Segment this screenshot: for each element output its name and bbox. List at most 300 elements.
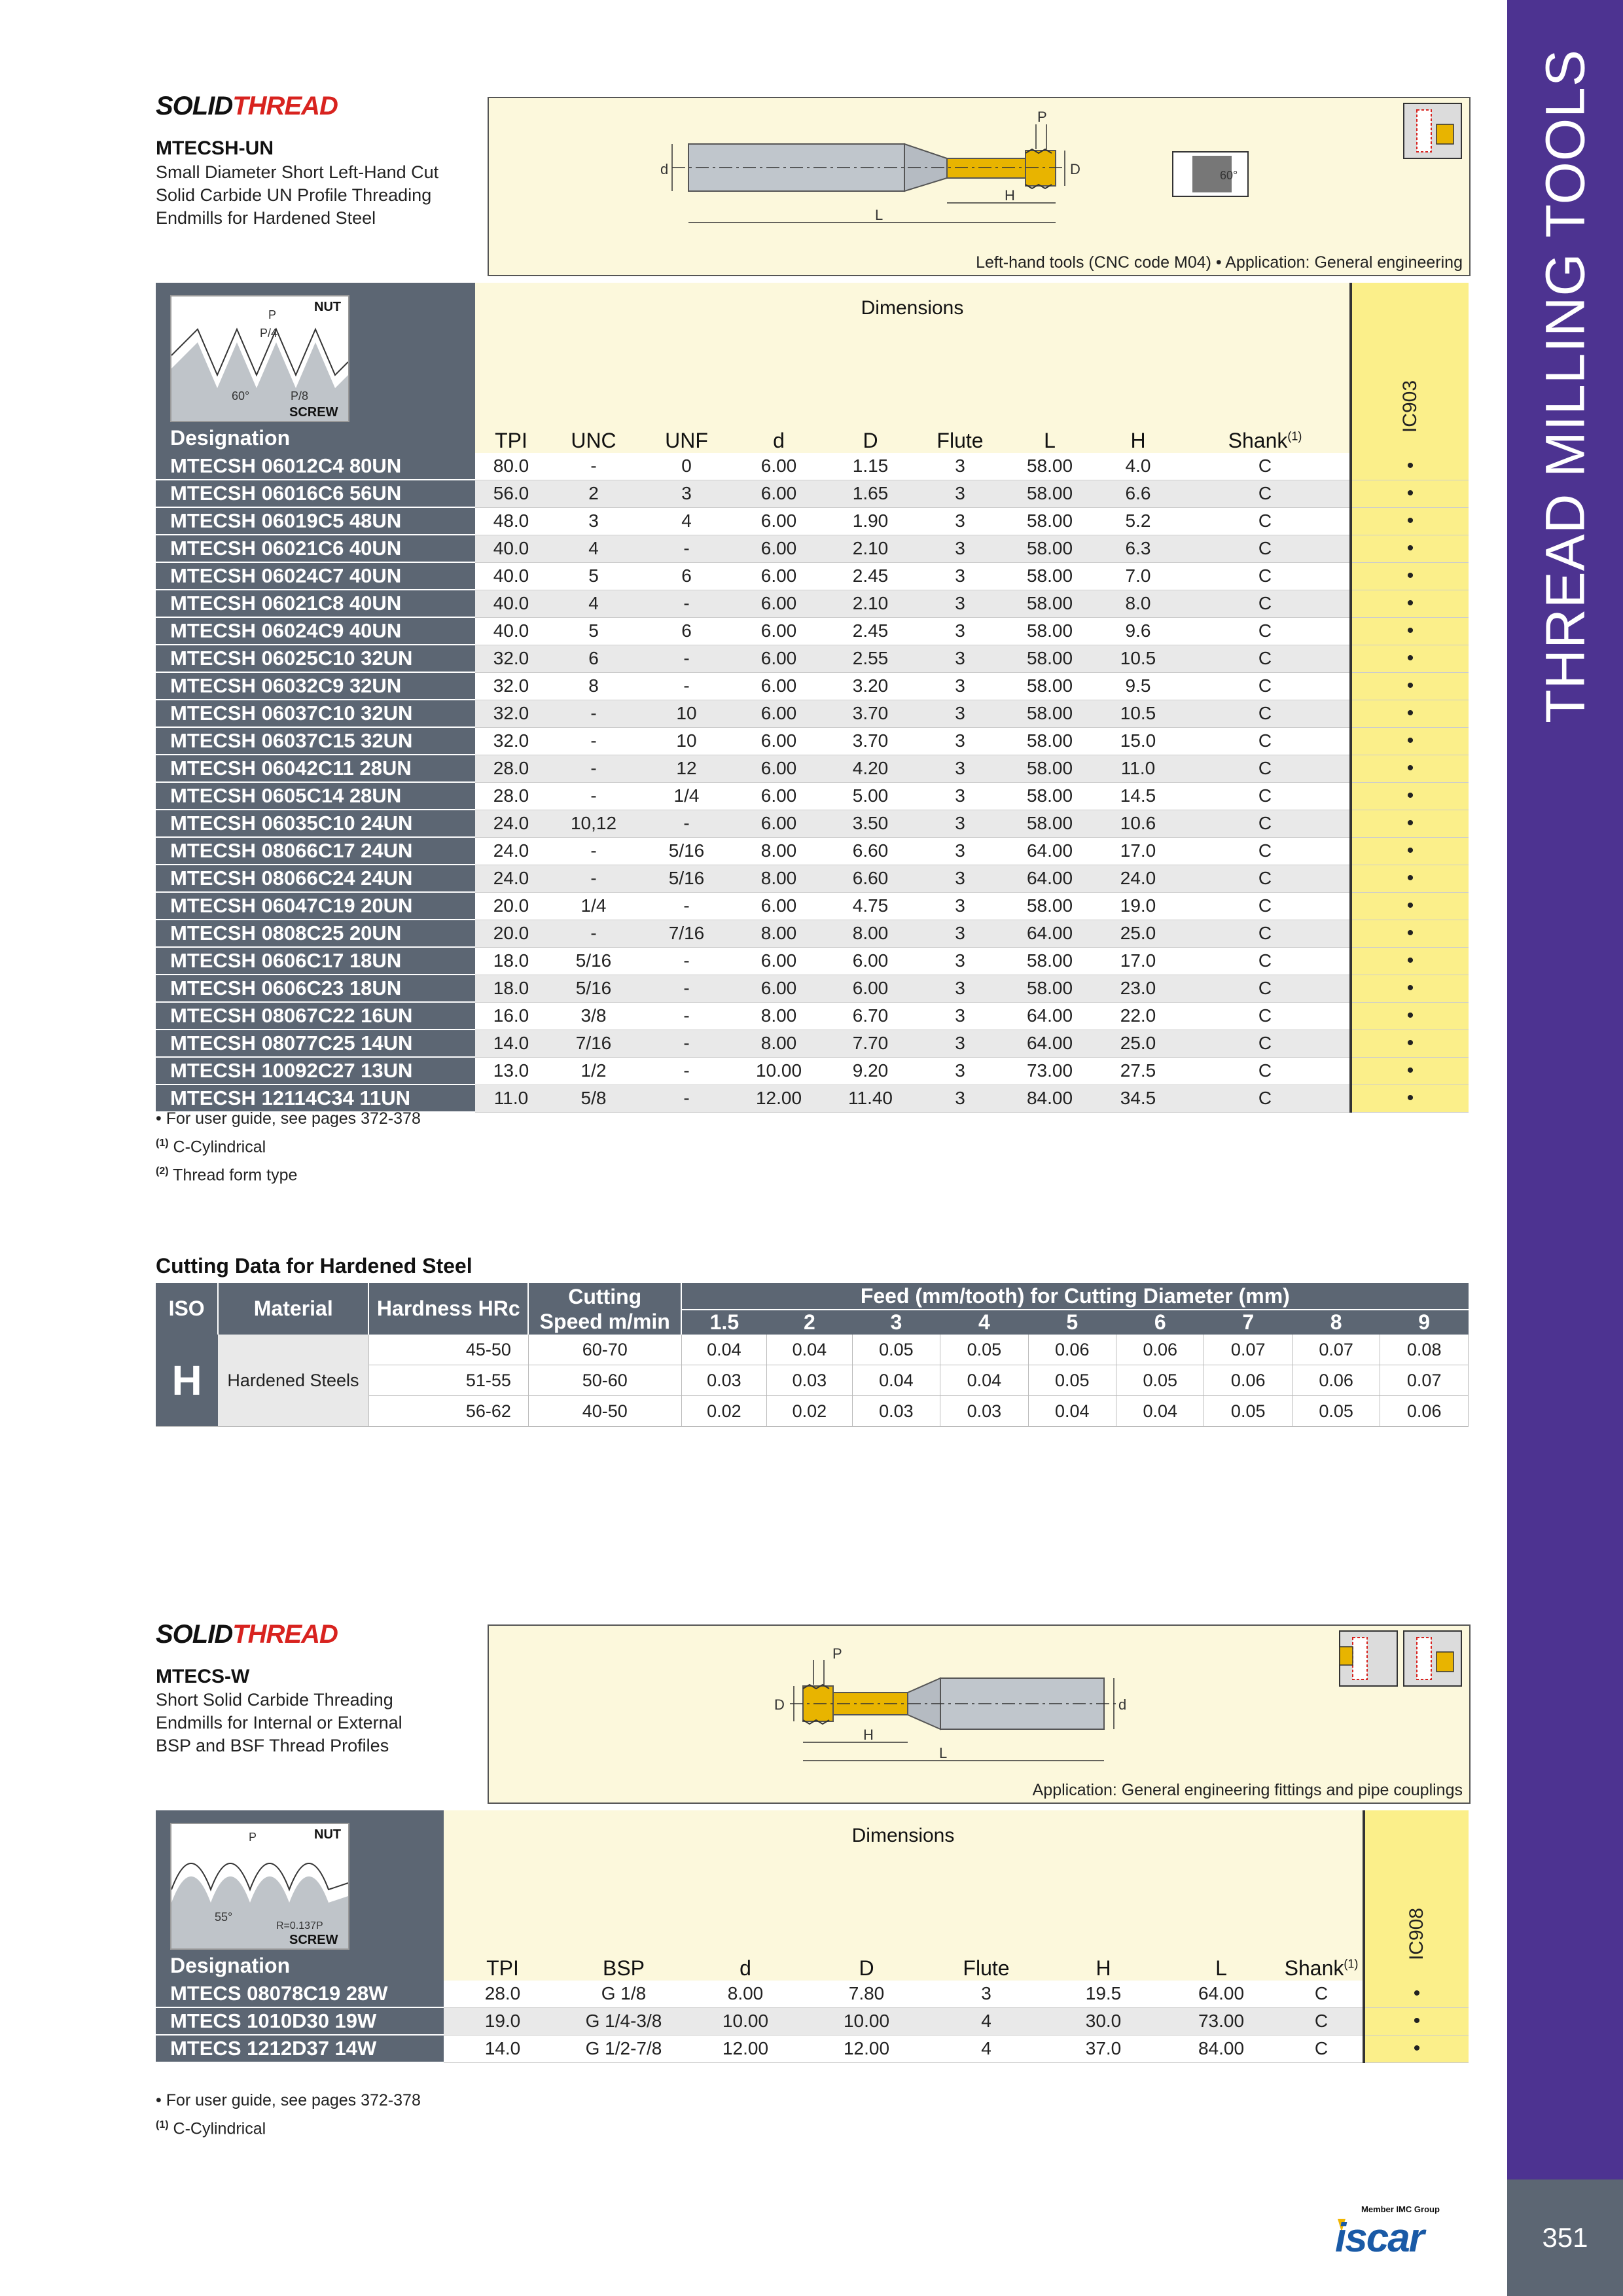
designation-cell: MTECS 1010D30 19W: [156, 2007, 444, 2035]
value-cell: 5/16: [547, 975, 640, 1002]
designation-header: Designation: [170, 426, 291, 450]
material-header: Material: [218, 1283, 368, 1335]
value-cell: 2.10: [825, 590, 916, 617]
value-cell: 32.0: [475, 645, 547, 672]
value-cell: 6.00: [733, 892, 825, 920]
value-cell: 3/8: [547, 1002, 640, 1030]
value-cell: 16.0: [475, 1002, 547, 1030]
grade-availability-cell: •: [1351, 617, 1469, 645]
diameter-header: 6: [1116, 1310, 1204, 1335]
designation-cell: MTECSH 08066C17 24UN: [156, 837, 475, 865]
value-cell: 64.00: [1004, 837, 1096, 865]
value-cell: 22.0: [1096, 1002, 1181, 1030]
sidebar-title: THREAD MILLING TOOLS: [1534, 49, 1596, 723]
value-cell: -: [547, 782, 640, 810]
value-cell: C: [1181, 865, 1351, 892]
designation-cell: MTECSH 06021C8 40UN: [156, 590, 475, 617]
feed-cell: 0.08: [1380, 1335, 1469, 1365]
col-L-2: L: [1162, 1954, 1280, 1981]
diameter-header: 9: [1380, 1310, 1469, 1335]
footnote-1: $^{(1)}$ C-Cylindrical: [156, 1138, 266, 1157]
value-cell: C: [1181, 700, 1351, 727]
value-cell: C: [1181, 755, 1351, 782]
dimensions-table-1-body: [156, 453, 1469, 1112]
designation-cell: MTECSH 0605C14 28UN: [156, 782, 475, 810]
value-cell: 6.60: [825, 837, 916, 865]
diameter-header: 7: [1204, 1310, 1292, 1335]
value-cell: -: [547, 865, 640, 892]
value-cell: 4.0: [1096, 453, 1181, 480]
value-cell: 24.0: [475, 837, 547, 865]
value-cell: 28.0: [475, 755, 547, 782]
value-cell: 27.5: [1096, 1057, 1181, 1085]
grade-availability-cell: •: [1364, 1981, 1469, 2007]
col-bsp: BSP: [562, 1954, 686, 1981]
table-row: [156, 1057, 1469, 1085]
table-row: [156, 947, 1469, 975]
svg-text:60°: 60°: [232, 389, 250, 403]
designation-cell: MTECSH 0606C17 18UN: [156, 947, 475, 975]
table-row: [156, 920, 1469, 947]
value-cell: 64.00: [1004, 1002, 1096, 1030]
grade-availability-cell: •: [1351, 507, 1469, 535]
value-cell: -: [640, 810, 733, 837]
designation-cell: MTECSH 06019C5 48UN: [156, 507, 475, 535]
value-cell: 6.70: [825, 1002, 916, 1030]
value-cell: 40.0: [475, 535, 547, 562]
value-cell: C: [1280, 1981, 1364, 2007]
thread-profile-nut-screw-2: [170, 1823, 349, 1950]
diameter-header: 2: [767, 1310, 853, 1335]
value-cell: 6.00: [733, 453, 825, 480]
grade-availability-cell: •: [1351, 700, 1469, 727]
diameter-header: 1.5: [681, 1310, 767, 1335]
value-cell: 24.0: [475, 865, 547, 892]
value-cell: -: [640, 1085, 733, 1112]
screw-label: SCREW: [289, 405, 338, 420]
value-cell: -: [640, 1030, 733, 1057]
feed-cell: 0.05: [1204, 1396, 1292, 1427]
grade-availability-cell: •: [1351, 837, 1469, 865]
value-cell: 64.00: [1004, 1030, 1096, 1057]
value-cell: C: [1181, 507, 1351, 535]
value-cell: 3: [928, 1981, 1044, 2007]
grade-availability-cell: •: [1351, 892, 1469, 920]
value-cell: C: [1181, 1057, 1351, 1085]
value-cell: 7/16: [547, 1030, 640, 1057]
value-cell: 2.45: [825, 562, 916, 590]
value-cell: -: [640, 947, 733, 975]
grade-availability-cell: •: [1351, 1085, 1469, 1112]
grade-availability-cell: •: [1351, 590, 1469, 617]
footnote-user-guide: • For user guide, see pages 372-378: [156, 1109, 421, 1128]
designation-cell: MTECS 08078C19 28W: [156, 1981, 444, 2007]
grade-availability-cell: •: [1351, 727, 1469, 755]
designation-cell: MTECSH 06025C10 32UN: [156, 645, 475, 672]
speed-cell: 50-60: [528, 1365, 681, 1396]
hardness-cell: 56-62: [368, 1396, 528, 1427]
value-cell: 13.0: [475, 1057, 547, 1085]
grade-availability-cell: •: [1351, 672, 1469, 700]
svg-text:P/4: P/4: [260, 327, 278, 340]
value-cell: 12.00: [686, 2035, 805, 2062]
value-cell: 8: [547, 672, 640, 700]
value-cell: 3: [916, 507, 1004, 535]
value-cell: 17.0: [1096, 837, 1181, 865]
footnotes-2: • For user guide, see pages 372-378 $^{(1)}$ C-Cylindrical: [156, 2091, 421, 2138]
value-cell: 1/4: [640, 782, 733, 810]
dimensions-label: Dimensions: [475, 283, 1351, 427]
value-cell: 8.00: [733, 837, 825, 865]
value-cell: 8.00: [733, 1002, 825, 1030]
solidthread-logo-2: SOLIDTHREAD: [156, 1620, 338, 1649]
value-cell: C: [1181, 1085, 1351, 1112]
value-cell: 3: [547, 507, 640, 535]
value-cell: C: [1181, 1030, 1351, 1057]
hardness-cell: 45-50: [368, 1335, 528, 1365]
table-row: [156, 700, 1469, 727]
value-cell: 5/16: [640, 837, 733, 865]
value-cell: 1/4: [547, 892, 640, 920]
feed-cell: 0.03: [681, 1365, 767, 1396]
value-cell: 7.80: [805, 1981, 928, 2007]
designation-cell: MTECSH 10092C27 13UN: [156, 1057, 475, 1085]
product-code: MTECSH-UN: [156, 137, 274, 159]
feed-cell: 0.06: [1292, 1365, 1380, 1396]
dimensions-label-2: Dimensions: [444, 1810, 1364, 1954]
diameter-header: 3: [852, 1310, 940, 1335]
table-row: [156, 837, 1469, 865]
col-tpi: TPI: [475, 427, 547, 453]
designation-cell: MTECSH 0606C23 18UN: [156, 975, 475, 1002]
value-cell: 5: [547, 562, 640, 590]
value-cell: 3: [916, 617, 1004, 645]
col-d-2: d: [686, 1954, 805, 1981]
value-cell: 80.0: [475, 453, 547, 480]
designation-cell: MTECSH 06035C10 24UN: [156, 810, 475, 837]
value-cell: 3.70: [825, 700, 916, 727]
value-cell: 6.00: [825, 947, 916, 975]
feed-cell: 0.06: [1116, 1335, 1204, 1365]
value-cell: 58.00: [1004, 700, 1096, 727]
table-row: [156, 892, 1469, 920]
tool-drawing-2: [489, 1626, 1469, 1776]
value-cell: 2.55: [825, 645, 916, 672]
value-cell: 6: [640, 562, 733, 590]
value-cell: 6.00: [825, 975, 916, 1002]
designation-cell: MTECSH 06042C11 28UN: [156, 755, 475, 782]
value-cell: 10.00: [733, 1057, 825, 1085]
value-cell: 84.00: [1004, 1085, 1096, 1112]
value-cell: 10: [640, 700, 733, 727]
value-cell: 4: [928, 2007, 1044, 2035]
value-cell: 6.00: [733, 617, 825, 645]
grade-availability-cell: •: [1351, 645, 1469, 672]
tool-drawing: [489, 98, 1469, 249]
hardness-cell: 51-55: [368, 1365, 528, 1396]
value-cell: 58.00: [1004, 975, 1096, 1002]
table-row: [156, 480, 1469, 507]
value-cell: 20.0: [475, 892, 547, 920]
designation-cell: MTECSH 06047C19 20UN: [156, 892, 475, 920]
tool-diagram-box-2: [488, 1624, 1471, 1804]
value-cell: 5.2: [1096, 507, 1181, 535]
value-cell: 3: [916, 535, 1004, 562]
value-cell: 8.00: [825, 920, 916, 947]
grade-availability-cell: •: [1351, 865, 1469, 892]
value-cell: 58.00: [1004, 535, 1096, 562]
product-description-2: Short Solid Carbide Threading Endmills for Internal or External BSP and BSF Thread Profiles: [156, 1690, 402, 1755]
value-cell: 6.00: [733, 672, 825, 700]
feed-cell: 0.07: [1380, 1365, 1469, 1396]
value-cell: 5/16: [640, 865, 733, 892]
grade-availability-cell: •: [1351, 810, 1469, 837]
table-row: [156, 617, 1469, 645]
value-cell: 64.00: [1004, 865, 1096, 892]
value-cell: 17.0: [1096, 947, 1181, 975]
grade-availability-cell: •: [1364, 2035, 1469, 2062]
feed-cell: 0.05: [1028, 1365, 1116, 1396]
value-cell: 7/16: [640, 920, 733, 947]
value-cell: 32.0: [475, 727, 547, 755]
value-cell: 8.00: [733, 865, 825, 892]
value-cell: 3: [640, 480, 733, 507]
table-row: [156, 727, 1469, 755]
value-cell: 9.6: [1096, 617, 1181, 645]
value-cell: 4: [928, 2035, 1044, 2062]
speed-cell: 60-70: [528, 1335, 681, 1365]
svg-text:P: P: [249, 1831, 257, 1844]
dimensions-table-2: [156, 1810, 1469, 2063]
value-cell: 6: [640, 617, 733, 645]
value-cell: 25.0: [1096, 920, 1181, 947]
value-cell: 7.0: [1096, 562, 1181, 590]
feed-cell: 0.05: [1292, 1396, 1380, 1427]
col-H-2: H: [1044, 1954, 1162, 1981]
grade-availability-cell: •: [1351, 947, 1469, 975]
value-cell: C: [1181, 782, 1351, 810]
value-cell: -: [547, 755, 640, 782]
value-cell: 40.0: [475, 562, 547, 590]
dimensions-table-2-body: [156, 1981, 1469, 2062]
svg-text:NUT: NUT: [314, 1827, 342, 1842]
designation-cell: MTECSH 08066C24 24UN: [156, 865, 475, 892]
grade-availability-cell: •: [1351, 1002, 1469, 1030]
designation-cell: MTECSH 06012C4 80UN: [156, 453, 475, 480]
value-cell: 3: [916, 562, 1004, 590]
value-cell: 37.0: [1044, 2035, 1162, 2062]
feed-cell: 0.04: [1116, 1396, 1204, 1427]
value-cell: 1/2: [547, 1057, 640, 1085]
footnotes-1: [156, 1106, 421, 1188]
svg-text:H: H: [1005, 187, 1015, 204]
value-cell: 8.00: [733, 920, 825, 947]
nut-label: NUT: [314, 300, 342, 314]
value-cell: C: [1181, 535, 1351, 562]
value-cell: -: [640, 1002, 733, 1030]
value-cell: 3: [916, 1030, 1004, 1057]
value-cell: 40.0: [475, 617, 547, 645]
designation-cell: MTECSH 06037C10 32UN: [156, 700, 475, 727]
value-cell: 3: [916, 1085, 1004, 1112]
table-row: [156, 453, 1469, 480]
value-cell: 58.00: [1004, 617, 1096, 645]
value-cell: C: [1181, 645, 1351, 672]
value-cell: 56.0: [475, 480, 547, 507]
value-cell: 24.0: [1096, 865, 1181, 892]
designation-cell: MTECSH 06024C7 40UN: [156, 562, 475, 590]
value-cell: 3: [916, 1002, 1004, 1030]
value-cell: 6.00: [733, 810, 825, 837]
grade-ic908: IC908: [1406, 1907, 1427, 1961]
value-cell: 10.00: [686, 2007, 805, 2035]
product-code-2: MTECS-W: [156, 1666, 250, 1687]
value-cell: 58.00: [1004, 672, 1096, 700]
svg-text:P: P: [1037, 109, 1047, 125]
feed-cell: 0.03: [767, 1365, 853, 1396]
feed-cell: 0.05: [852, 1335, 940, 1365]
col-D: D: [825, 427, 916, 453]
value-cell: 5.00: [825, 782, 916, 810]
iso-header: ISO: [156, 1283, 218, 1335]
value-cell: C: [1181, 590, 1351, 617]
svg-text:iscar: iscar: [1335, 2215, 1423, 2258]
designation-cell: MTECSH 06037C15 32UN: [156, 727, 475, 755]
value-cell: 10.6: [1096, 810, 1181, 837]
grade-availability-cell: •: [1364, 2007, 1469, 2035]
grade-availability-cell: •: [1351, 755, 1469, 782]
cutting-data-body: [156, 1335, 1469, 1427]
feed-cell: 0.03: [940, 1396, 1028, 1427]
value-cell: 6.00: [733, 782, 825, 810]
value-cell: 3: [916, 590, 1004, 617]
value-cell: 58.00: [1004, 810, 1096, 837]
col-unc: UNC: [547, 427, 640, 453]
table-row: [156, 645, 1469, 672]
feed-cell: 0.04: [681, 1335, 767, 1365]
value-cell: C: [1181, 810, 1351, 837]
value-cell: 48.0: [475, 507, 547, 535]
value-cell: 6.00: [733, 755, 825, 782]
speed-header: Cutting Speed m/min: [528, 1283, 681, 1335]
value-cell: 6.6: [1096, 480, 1181, 507]
value-cell: 58.00: [1004, 645, 1096, 672]
dimensions-table-1: [156, 283, 1469, 1113]
value-cell: -: [547, 453, 640, 480]
product-description: Small Diameter Short Left-Hand Cut Solid Carbide UN Profile Threading Endmills for Hardened Steel: [156, 162, 439, 228]
cutting-data-title: Cutting Data for Hardened Steel: [156, 1254, 473, 1278]
value-cell: 3: [916, 865, 1004, 892]
value-cell: 10.5: [1096, 700, 1181, 727]
col-shank: Shank$^{(1)}$: [1181, 427, 1351, 453]
value-cell: 12.00: [805, 2035, 928, 2062]
value-cell: 19.0: [1096, 892, 1181, 920]
grade-availability-cell: •: [1351, 1030, 1469, 1057]
value-cell: 84.00: [1162, 2035, 1280, 2062]
value-cell: 6.00: [733, 535, 825, 562]
value-cell: C: [1181, 480, 1351, 507]
value-cell: 58.00: [1004, 453, 1096, 480]
designation-cell: MTECSH 08077C25 14UN: [156, 1030, 475, 1057]
value-cell: 3.70: [825, 727, 916, 755]
feed-cell: 0.04: [852, 1365, 940, 1396]
value-cell: C: [1280, 2007, 1364, 2035]
value-cell: 8.00: [686, 1981, 805, 2007]
value-cell: 6.00: [733, 645, 825, 672]
value-cell: 12: [640, 755, 733, 782]
svg-text:SCREW: SCREW: [289, 1933, 338, 1947]
value-cell: C: [1181, 975, 1351, 1002]
grade-availability-cell: •: [1351, 535, 1469, 562]
value-cell: 0: [640, 453, 733, 480]
value-cell: 9.20: [825, 1057, 916, 1085]
col-shank-2: Shank$^{(1)}$: [1280, 1954, 1364, 1981]
designation-cell: MTECSH 0808C25 20UN: [156, 920, 475, 947]
diameter-header: 5: [1028, 1310, 1116, 1335]
value-cell: 6.00: [733, 590, 825, 617]
value-cell: 58.00: [1004, 947, 1096, 975]
value-cell: 18.0: [475, 947, 547, 975]
svg-text:P/8: P/8: [291, 389, 309, 403]
value-cell: C: [1181, 562, 1351, 590]
value-cell: 11.0: [1096, 755, 1181, 782]
designation-cell: MTECSH 06024C9 40UN: [156, 617, 475, 645]
value-cell: 6.00: [733, 975, 825, 1002]
col-unf: UNF: [640, 427, 733, 453]
value-cell: 73.00: [1162, 2007, 1280, 2035]
designation-cell: MTECSH 06021C6 40UN: [156, 535, 475, 562]
value-cell: 73.00: [1004, 1057, 1096, 1085]
value-cell: 1.90: [825, 507, 916, 535]
grade-ic903: IC903: [1399, 380, 1421, 433]
table-row: [156, 535, 1469, 562]
value-cell: 3: [916, 810, 1004, 837]
value-cell: 11.40: [825, 1085, 916, 1112]
value-cell: 2.45: [825, 617, 916, 645]
value-cell: 3: [916, 1057, 1004, 1085]
sidebar: [1507, 0, 1623, 2179]
diagram-note-2: Application: General engineering fittings and pipe couplings: [1032, 1781, 1463, 1799]
value-cell: 34.5: [1096, 1085, 1181, 1112]
value-cell: 6.3: [1096, 535, 1181, 562]
feed-cell: 0.06: [1204, 1365, 1292, 1396]
col-tpi-2: TPI: [444, 1954, 562, 1981]
value-cell: 30.0: [1044, 2007, 1162, 2035]
table-row: [156, 1981, 1469, 2007]
value-cell: 1.65: [825, 480, 916, 507]
col-d: d: [733, 427, 825, 453]
value-cell: C: [1181, 453, 1351, 480]
value-cell: 23.0: [1096, 975, 1181, 1002]
value-cell: 3.20: [825, 672, 916, 700]
value-cell: C: [1181, 892, 1351, 920]
svg-text:P: P: [268, 308, 277, 321]
value-cell: C: [1181, 672, 1351, 700]
material-cell: Hardened Steels: [218, 1335, 368, 1427]
value-cell: 5/8: [547, 1085, 640, 1112]
value-cell: 6.00: [733, 727, 825, 755]
table-row: [156, 865, 1469, 892]
value-cell: 20.0: [475, 920, 547, 947]
value-cell: 58.00: [1004, 590, 1096, 617]
value-cell: 3: [916, 480, 1004, 507]
svg-text:d: d: [660, 161, 669, 177]
value-cell: 58.00: [1004, 782, 1096, 810]
table-row: [156, 1002, 1469, 1030]
col-D-2: D: [805, 1954, 928, 1981]
grade-availability-cell: •: [1351, 480, 1469, 507]
value-cell: 6.00: [733, 947, 825, 975]
